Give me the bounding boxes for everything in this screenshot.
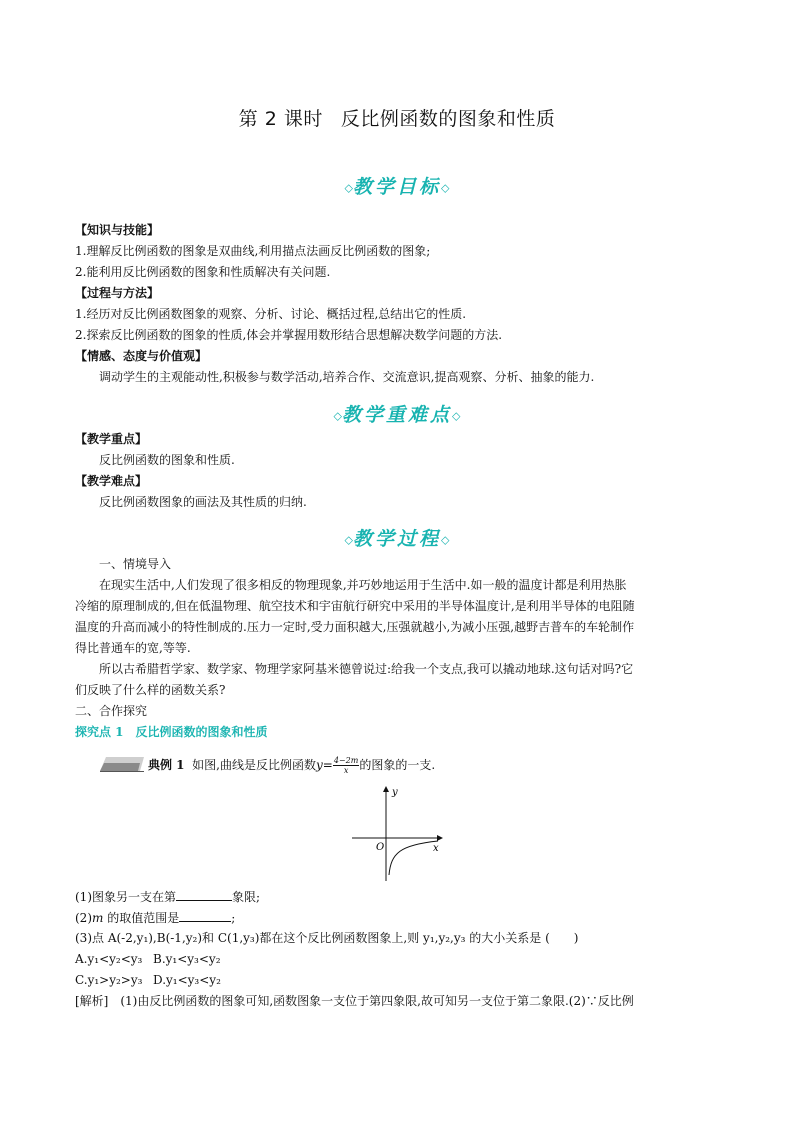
difficulty-heading: 【教学难点】 <box>75 474 148 488</box>
focus-heading: 【教学重点】 <box>75 432 148 446</box>
answer-blank-2 <box>179 909 231 922</box>
diamond-icon: ◇ <box>441 533 450 547</box>
x-axis-label: x <box>433 843 439 854</box>
knowledge-item: 2.能利用反比例函数的图象和性质解决有关问题. <box>75 265 331 279</box>
example-label: 典例 1 <box>148 758 185 772</box>
fraction-numerator: 4−2m <box>333 756 359 765</box>
explore-heading: 探究点 1 反比例函数的图象和性质 <box>75 725 268 739</box>
option-c: C.y₁>y₂>y₃ <box>75 973 143 987</box>
hyperbola-graph <box>340 783 450 883</box>
section-heading-goals: ◇教学目标◇ <box>344 176 450 198</box>
hyperbola-branch <box>389 841 438 875</box>
process-item: 1.经历对反比例函数图象的观察、分析、讨论、概括过程,总结出它的性质. <box>75 307 467 321</box>
lesson-topic: 反比例函数的图象和性质 <box>340 108 556 130</box>
lesson-number: 第 2 课时 <box>238 108 323 130</box>
option-d: D.y₁<y₃<y₂ <box>153 973 221 987</box>
intro-line: 得比普通车的宽,等等. <box>75 641 191 655</box>
diamond-icon: ◇ <box>344 181 353 195</box>
intro-line: 在现实生活中,人们发现了很多相反的物理现象,并巧妙地运用于生活中.如一般的温度计都是利用热胀 <box>99 578 627 592</box>
example-statement <box>148 756 435 775</box>
emotion-heading: 【情感、态度与价值观】 <box>75 349 208 363</box>
focus-text: 反比例函数的图象和性质. <box>99 453 235 467</box>
emotion-text: 调动学生的主观能动性,积极参与数学活动,培养合作、交流意识,提高观察、分析、抽象的能力. <box>99 370 595 384</box>
knowledge-item: 1.理解反比例函数的图象是双曲线,利用描点法画反比例函数的图象; <box>75 244 431 258</box>
diamond-icon: ◇ <box>452 409 461 423</box>
intro2-line: 所以古希腊哲学家、数学家、物理学家阿基米德曾说过:给我一个支点,我可以撬动地球.这句话对吗?它 <box>99 662 634 676</box>
question-2: (2)m 的取值范围是 ; <box>75 911 236 925</box>
fraction <box>333 756 359 775</box>
question-1: (1)图象另一支在第 象限; <box>75 890 261 904</box>
intro-line: 温度的升高而减小的特性制成的.压力一定时,受力面积越大,压强就越小,为减小压强,越野吉普车的车轮制作 <box>75 620 635 634</box>
difficulty-text: 反比例函数图象的画法及其性质的归纳. <box>99 495 307 509</box>
part1-heading: 一、情境导入 <box>99 557 172 571</box>
process-item: 2.探索反比例函数的图象的性质,体会并掌握用数形结合思想解决数学问题的方法. <box>75 328 503 342</box>
option-a: A.y₁<y₂<y₃ <box>75 952 143 966</box>
part2-heading: 二、合作探究 <box>75 704 148 718</box>
lesson-title <box>0 104 794 131</box>
origin-label: O <box>376 842 385 853</box>
diamond-icon: ◇ <box>441 181 450 195</box>
intro2-line: 们反映了什么样的函数关系? <box>75 683 226 697</box>
y-axis-label: y <box>392 787 398 798</box>
section-heading-process: ◇教学过程◇ <box>344 528 450 550</box>
example-text-post: 的图象的一支. <box>359 758 436 772</box>
answer-blank-1 <box>176 888 232 901</box>
diamond-icon: ◇ <box>333 409 342 423</box>
intro-line: 冷缩的原理制成的,但在低温物理、航空技术和宇宙航行研究中采用的半导体温度计,是利用半导体的电阻随 <box>75 599 635 613</box>
process-heading: 【过程与方法】 <box>75 286 160 300</box>
function-y: y= <box>316 758 333 772</box>
knowledge-heading: 【知识与技能】 <box>75 223 160 237</box>
option-b: B.y₁<y₃<y₂ <box>153 952 221 966</box>
analysis-text: [解析] (1)由反比例函数的图象可知,函数图象一支位于第四象限,故可知另一支位于第二象限.(2)∵反比例 <box>75 994 634 1008</box>
fraction-denominator: x <box>343 766 349 775</box>
diamond-icon: ◇ <box>344 533 353 547</box>
section-heading-keypoints: ◇教学重难点◇ <box>333 404 461 426</box>
question-3: (3)点 A(-2,y₁),B(-1,y₂)和 C(1,y₃)都在这个反比例函数图象上,则 y₁,y₂,y₃ 的大小关系是 ( ) <box>75 931 579 945</box>
example-text-pre: 如图,曲线是反比例函数 <box>192 758 316 772</box>
example-banner-icon <box>100 755 144 773</box>
